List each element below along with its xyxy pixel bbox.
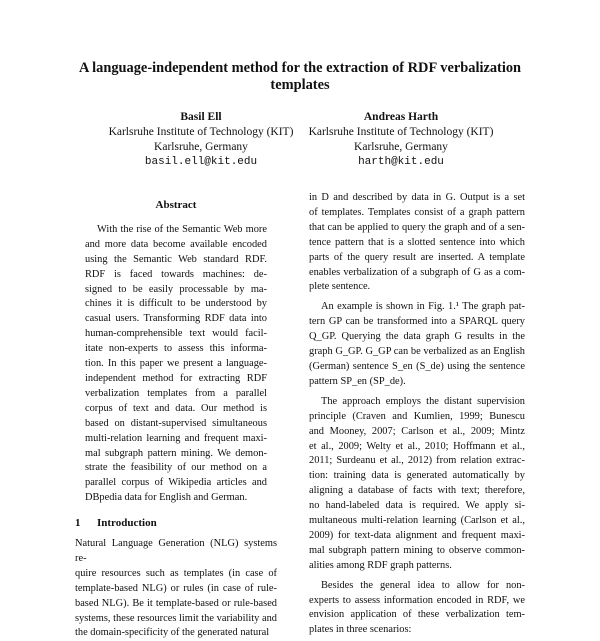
- intro-paragraph: [75, 537, 277, 641]
- author-name: Andreas Harth: [363, 111, 439, 123]
- text-line: corpus of text and data. Our method is: [85, 402, 267, 414]
- text-line: casual users. Transforming RDF data into: [85, 313, 267, 325]
- abstract-heading: Abstract: [155, 199, 197, 211]
- text-line: strate the feasibility of our method on a: [85, 462, 267, 474]
- text-line: verbalization templates from a parallel: [85, 387, 267, 399]
- text-line: that can be applied to query the graph and of a sen-: [309, 221, 525, 233]
- author-block-1: [101, 110, 301, 170]
- text-line: human-comprehensible text would facil-: [85, 328, 267, 340]
- text-line: (German) sentence S_en (S_de) using the sentence: [309, 360, 525, 372]
- text-line: multaneous multi-relation learning (Carlson et al.,: [309, 515, 525, 527]
- text-line: tern GP can be transformed into a SPARQL query: [309, 316, 525, 328]
- text-line: Natural Language Generation (NLG) systems re-: [75, 538, 277, 564]
- text-line: et al., 2009; Welty et al., 2010; Hoffmann et al.,: [309, 440, 525, 452]
- text-line: tence pattern that is a slotted sentence into which: [309, 236, 525, 248]
- text-line: DBpedia data for English and German.: [85, 492, 248, 504]
- text-line: signed to be easily processable by ma-: [85, 283, 267, 295]
- text-line: pattern SP_en (SP_de).: [309, 375, 406, 387]
- title-line: templates: [270, 77, 330, 93]
- section-heading: [75, 516, 277, 531]
- author-affiliation: Karlsruhe Institute of Technology (KIT): [308, 126, 494, 138]
- text-line: alities among RDF graph patterns.: [309, 559, 452, 571]
- text-line: tion. In this paper we present a language-: [85, 358, 267, 370]
- body-paragraph: [309, 191, 525, 295]
- text-line: 2011; Surdeanu et al., 2012) from relation extrac-: [309, 455, 525, 467]
- text-line: Besides the general idea to allow for non-: [321, 579, 525, 591]
- paper-title: [60, 60, 540, 94]
- text-line: plete sentence.: [309, 281, 371, 293]
- author-email: basil.ell@kit.edu: [144, 156, 258, 168]
- text-line: RDF is faced towards machines: de-: [85, 268, 267, 280]
- text-line: quire resources such as templates (in case of: [75, 567, 277, 579]
- author-block-2: [301, 110, 501, 170]
- left-column: [75, 190, 277, 641]
- body-paragraph: [309, 300, 525, 389]
- body-paragraph: [309, 395, 525, 574]
- text-line: using the Semantic Web standard RDF.: [85, 253, 267, 265]
- text-line: The approach employs the distant supervision: [321, 395, 525, 407]
- text-line: tion: training data is generated automatically by: [309, 470, 525, 482]
- text-line: plates in three scenarios:: [309, 624, 412, 636]
- text-line: envision application of these verbalization tem-: [309, 609, 525, 621]
- text-line: principle (Craven and Kumlien, 1999; Bunescu: [309, 410, 525, 422]
- text-line: Q_GP. Querying the data graph G results in the: [309, 331, 525, 343]
- text-line: 2009) for text-data alignment and frequent maxi-: [309, 529, 525, 541]
- text-line: the domain-specificity of the generated natural: [75, 627, 270, 639]
- text-line: itate non-experts to assess this informa-: [85, 343, 267, 355]
- text-line: enables verbalization of a subgraph of G as a com-: [309, 266, 525, 278]
- abstract-body: [85, 223, 267, 506]
- text-line: aligning a database of facts with text; therefore,: [309, 485, 525, 497]
- text-line: in D and described by data in G. Output is a set: [309, 192, 525, 203]
- text-line: parallel corpus of Wikipedia articles and: [85, 477, 267, 489]
- text-line: no hand-labeled data is required. We apply si-: [309, 500, 525, 512]
- body-paragraph: [309, 579, 525, 639]
- author-location: Karlsruhe, Germany: [154, 141, 248, 153]
- text-line: graph G_GP. G_GP can be verbalized as an English: [309, 346, 525, 358]
- author-location: Karlsruhe, Germany: [354, 141, 448, 153]
- author-name: Basil Ell: [180, 111, 222, 123]
- text-line: An example is shown in Fig. 1.¹ The graph pat-: [321, 301, 525, 313]
- text-line: multi-relation learning and frequent maxi-: [85, 432, 267, 444]
- text-line: With the rise of the Semantic Web more: [97, 223, 267, 235]
- text-line: mal subgraph pattern mining. We demon-: [85, 447, 267, 459]
- text-line: mal subgraph pattern mining to observe common-: [309, 544, 525, 556]
- text-line: based on distant-supervised simultaneous: [85, 417, 267, 429]
- text-line: chines it is difficult to be understood by: [85, 298, 267, 310]
- section-number: 1: [75, 517, 81, 530]
- text-line: of templates. Templates consist of a graph pattern: [309, 206, 525, 218]
- text-line: and Mooney, 2007; Carlson et al., 2009; Mintz: [309, 425, 525, 437]
- section-title: Introduction: [97, 517, 157, 530]
- title-line: A language-independent method for the extraction of RDF verbalization: [78, 60, 522, 76]
- text-line: systems, these resources limit the variability and: [75, 612, 277, 624]
- text-line: experts to assess information encoded in RDF, we: [309, 594, 525, 606]
- text-line: and more data become available encoded: [85, 238, 267, 250]
- text-line: template-based NLG) or rules (in case of rule-: [75, 582, 277, 594]
- text-line: based NLG). Be it template-based or rule-based: [75, 597, 277, 609]
- author-email: harth@kit.edu: [358, 156, 444, 168]
- right-column: [309, 191, 525, 638]
- text-line: parts of the query result are inserted. A template: [309, 251, 525, 263]
- author-affiliation: Karlsruhe Institute of Technology (KIT): [108, 126, 294, 138]
- text-line: independent method for extracting RDF: [85, 372, 267, 384]
